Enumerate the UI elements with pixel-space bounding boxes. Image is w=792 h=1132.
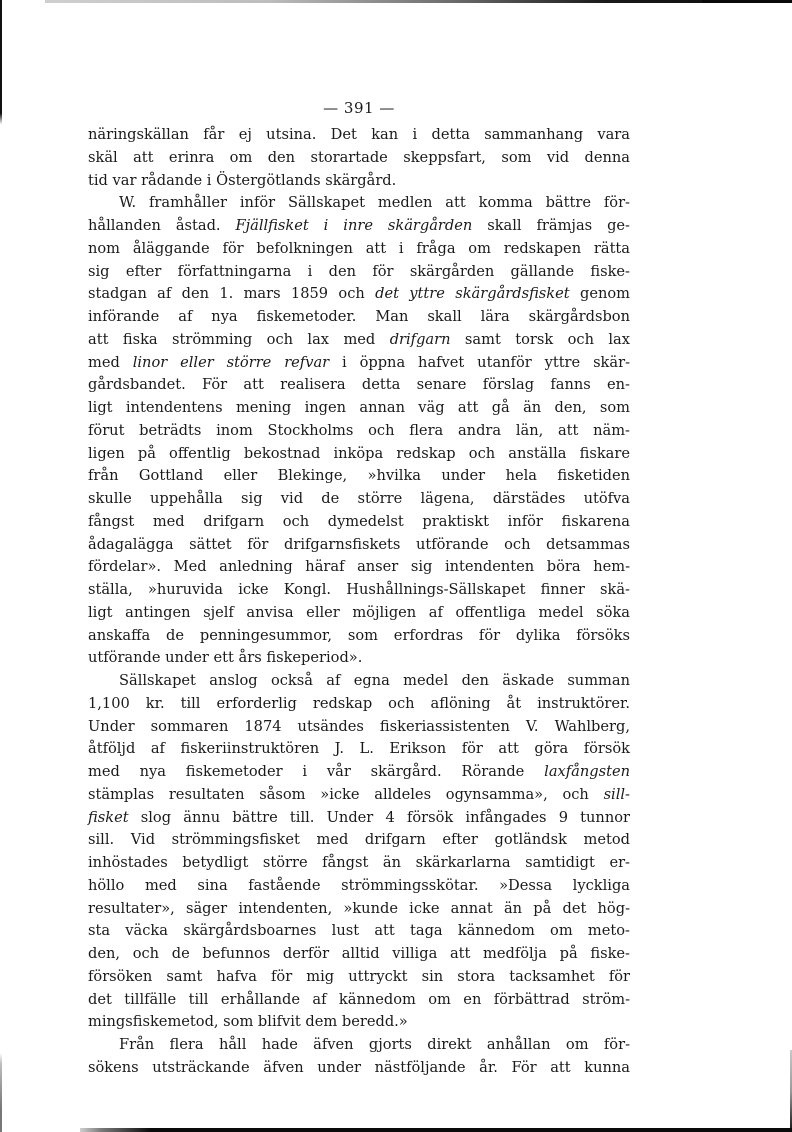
text-line bbox=[88, 420, 630, 443]
text-line bbox=[88, 1034, 630, 1057]
text-line bbox=[88, 534, 630, 557]
text-run: det tillfälle till erhållande af kännedom om en förbättrad ström- bbox=[88, 990, 630, 1008]
text-line bbox=[88, 784, 630, 807]
text-run: sig efter författningarna i den för skärgården gällande fiske- bbox=[88, 262, 630, 280]
text-line bbox=[88, 170, 630, 193]
scan-border-left bbox=[0, 0, 2, 1132]
text-line bbox=[88, 829, 630, 852]
text-run: gårdsbandet. För att realisera detta senare förslag fanns en- bbox=[88, 376, 630, 394]
text-run: försöken samt hafva för mig uttryckt sin stora tacksamhet för bbox=[88, 967, 630, 985]
text-run: slog ännu bättre till. Under 4 försök infångades 9 tunnor bbox=[128, 808, 630, 826]
text-run: W. framhåller inför Sällskapet medlen att komma bättre för- bbox=[119, 194, 630, 212]
text-line bbox=[88, 283, 630, 306]
text-run: ställa, »huruvida icke Kongl. Hushållnings-Sällskapet finner skä- bbox=[88, 581, 630, 598]
text-run: resultater», säger intendenten, »kunde icke annat än på det hög- bbox=[88, 899, 630, 917]
scan-border-top-right bbox=[702, 0, 792, 3]
text-line bbox=[88, 852, 630, 875]
text-run: ligt intendentens mening ingen annan väg att gå än den, som bbox=[88, 399, 630, 416]
text-line bbox=[88, 465, 630, 488]
text-run: mingsfiskemetod, som blifvit dem beredd.» bbox=[88, 1013, 408, 1031]
text-run: Sällskapet anslog också af egna medel den äskade summan bbox=[119, 672, 630, 689]
text-line bbox=[88, 261, 630, 284]
text-line bbox=[88, 488, 630, 511]
text-line bbox=[88, 625, 630, 648]
text-line bbox=[88, 579, 630, 602]
text-run: höllo med sina fastående strömmingsskötar. »Dessa lyckliga bbox=[88, 876, 630, 894]
text-run: ådagalägga sättet för drifgarnsfiskets utförande och detsammas bbox=[88, 535, 630, 553]
text-line bbox=[88, 693, 630, 716]
text-line bbox=[88, 306, 630, 329]
text-run: stadgan af den 1. mars 1859 och bbox=[88, 285, 376, 303]
italic-text: laxfångsten bbox=[544, 763, 630, 780]
text-run: 1,100 kr. till erforderlig redskap och aflöning åt instruktörer. bbox=[88, 694, 630, 712]
italic-text: det yttre skärgårdsfisket bbox=[375, 285, 570, 303]
book-page bbox=[88, 92, 630, 1080]
italic-text: drifgarn bbox=[389, 330, 451, 348]
text-run: den, och de befunnos derför alltid villiga att medfölja på fiske- bbox=[88, 945, 630, 962]
text-line bbox=[88, 238, 630, 261]
text-line bbox=[88, 215, 630, 238]
text-run: skulle uppehålla sig vid de större lägena, därstädes utöfva bbox=[88, 490, 630, 507]
text-line bbox=[88, 511, 630, 534]
text-run: att fiska strömming och lax med bbox=[88, 330, 390, 348]
text-line bbox=[88, 602, 630, 625]
text-run: sill. Vid strömmingsfisket med drifgarn efter gotländsk metod bbox=[88, 831, 630, 849]
text-run: sta väcka skärgårdsboarnes lust att taga kännedom om meto- bbox=[88, 922, 630, 940]
scan-border-bottom bbox=[80, 1128, 792, 1132]
text-line bbox=[88, 329, 630, 352]
text-line bbox=[88, 556, 630, 579]
text-line bbox=[88, 374, 630, 397]
text-run: sökens utsträckande äfven under nästföljande år. För att kunna bbox=[88, 1058, 630, 1076]
text-run: Från flera håll hade äfven gjorts direkt anhållan om för- bbox=[119, 1036, 630, 1053]
italic-text: fisket bbox=[88, 808, 129, 826]
text-run: från Gottland eller Blekinge, »hvilka under hela fisketiden bbox=[88, 467, 630, 485]
text-line bbox=[88, 352, 630, 375]
text-line bbox=[88, 124, 630, 147]
text-run: nom åläggande för befolkningen att i fråga om redskapen rätta bbox=[88, 239, 630, 257]
page-number: — 391 — bbox=[323, 99, 395, 117]
text-run: hållanden åstad. bbox=[88, 217, 236, 234]
text-run: inhöstades betydligt större fångst än skärkarlarna samtidigt er- bbox=[88, 854, 630, 871]
text-run: i öppna hafvet utanför yttre skär- bbox=[329, 353, 631, 371]
text-run: skall främjas ge- bbox=[472, 217, 630, 234]
text-run: tid var rådande i Östergötlands skärgård. bbox=[88, 171, 397, 189]
text-run: fångst med drifgarn och dymedelst praktiskt inför fiskarena bbox=[88, 512, 630, 530]
text-line bbox=[88, 397, 630, 420]
text-run: med bbox=[88, 353, 133, 371]
text-run: samt torsk och lax bbox=[450, 330, 630, 348]
text-line bbox=[88, 920, 630, 943]
text-line bbox=[88, 875, 630, 898]
text-line bbox=[88, 716, 630, 739]
text-line bbox=[88, 807, 630, 830]
text-line bbox=[88, 738, 630, 761]
text-run: åtföljd af fiskeriinstruktören J. L. Erikson för att göra försök bbox=[88, 740, 630, 758]
text-run: utförande under ett års fiskeperiod». bbox=[88, 649, 363, 667]
text-line bbox=[88, 989, 630, 1012]
text-line bbox=[88, 670, 630, 693]
text-line bbox=[88, 147, 630, 170]
text-run: näringskällan får ej utsina. Det kan i detta sammanhang vara bbox=[88, 126, 630, 143]
text-run: anskaffa de penningesummor, som erfordras för dylika försöks bbox=[88, 626, 630, 644]
scan-border-top bbox=[45, 0, 792, 3]
text-line bbox=[88, 1011, 630, 1034]
text-run: skäl att erinra om den storartade skeppsfart, som vid denna bbox=[88, 148, 630, 166]
text-line bbox=[88, 443, 630, 466]
text-line bbox=[88, 898, 630, 921]
italic-text: Fjällfisket i inre skärgården bbox=[235, 217, 473, 234]
text-line bbox=[88, 647, 630, 670]
text-run: Under sommaren 1874 utsändes fiskeriassistenten V. Wahlberg, bbox=[88, 717, 630, 735]
italic-text: linor eller större refvar bbox=[132, 353, 330, 371]
text-line bbox=[88, 1057, 630, 1080]
text-line bbox=[88, 192, 630, 215]
italic-text: sill- bbox=[603, 785, 630, 803]
text-run: ligen på offentlig bekostnad inköpa redskap och anställa fiskare bbox=[88, 444, 630, 462]
text-run: förut beträdts inom Stockholms och flera andra län, att näm- bbox=[88, 421, 630, 439]
text-run: stämplas resultaten såsom »icke alldeles ogynsamma», och bbox=[88, 785, 604, 803]
text-run: fördelar». Med anledning häraf anser sig intendenten böra hem- bbox=[88, 558, 630, 576]
text-run: genom bbox=[569, 285, 630, 303]
text-run: med nya fiskemetoder i vår skärgård. Rörande bbox=[88, 763, 545, 780]
body-text bbox=[88, 124, 630, 1080]
text-line bbox=[88, 761, 630, 784]
text-line bbox=[88, 943, 630, 966]
text-run: införande af nya fiskemetoder. Man skall lära skärgårdsbon bbox=[88, 308, 630, 325]
text-line bbox=[88, 966, 630, 989]
text-run: ligt antingen sjelf anvisa eller möjligen af offentliga medel söka bbox=[88, 603, 630, 621]
